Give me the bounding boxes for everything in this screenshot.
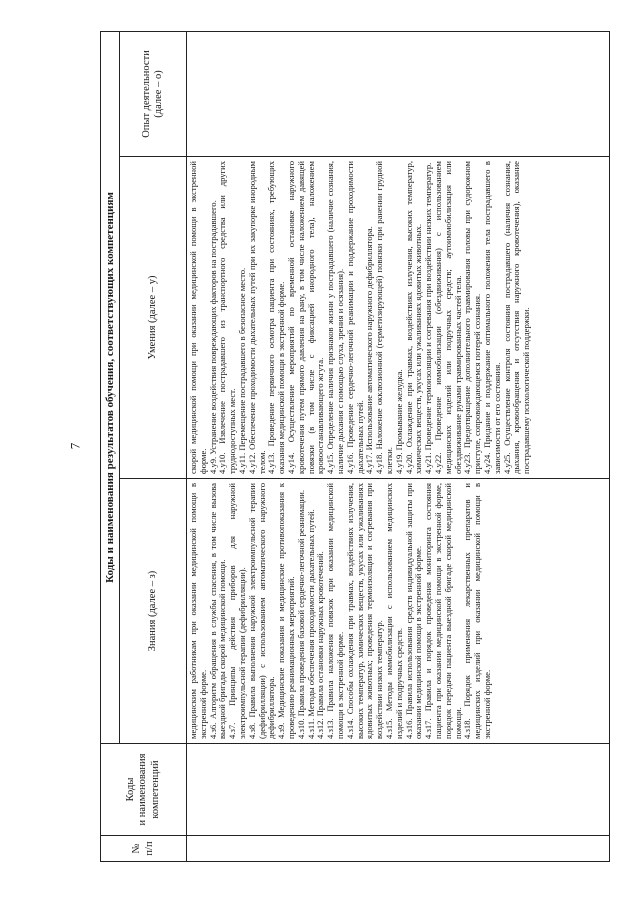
skill-item: 4.у11. Перемещение пострадавшего в безопасное место. bbox=[236, 267, 247, 474]
skill-item: 4.у25. Осуществление контроля состояния пострадавшего (наличия сознания, дыхания, кровообращения и отсутствия наружного кровотечения), оказание пострадавшему психологической поддержки. bbox=[501, 161, 532, 474]
skill-item: 4.у16. Проведение сердечно-легочной реанимации и поддержание проходимости дыхательных путей. bbox=[344, 161, 365, 474]
header-experience: Опыт деятельности (далее – о) bbox=[120, 31, 187, 156]
knowledge-item: 4.з11. Методы обеспечения проходимости дыхательных путей. bbox=[305, 509, 316, 739]
knowledge-item: медицинским работникам при оказании медицинской помощи в экстренной форме. bbox=[188, 483, 208, 739]
header-number: № п/п bbox=[101, 836, 187, 862]
header-skills: Умения (далее – у) bbox=[120, 157, 187, 479]
knowledge-item: 4.з18. Порядок применения лекарственных препаратов и медицинских изделий при оказании медицинской помощи в экстренной форме. bbox=[462, 483, 492, 739]
knowledge-item: 4.з10. Правила проведения базовой сердечно-легочной реанимации. bbox=[295, 489, 306, 739]
skill-item: 4.у9. Устранение воздействия повреждающих факторов на пострадавшего. bbox=[207, 200, 218, 474]
knowledge-item: 4.з7. Принципы действия приборов для наружной электроимпульсной терапии (дефибрилляции). bbox=[227, 483, 247, 739]
skill-item: 4.у20. Охлаждение при травмах, воздействиях излучения, высоких температур, химических веществ, укусах или ужаливаниях ядовитых животных. bbox=[403, 161, 424, 474]
knowledge-item: 4.з16. Правила использования средств индивидуальной защиты при оказании медицинской помощи в экстренной форме. bbox=[403, 483, 424, 739]
knowledge-item: 4.з9. Медицинские показания и медицинские противопоказания к проведению реанимационных мероприятий. bbox=[276, 483, 296, 739]
skill-item: 4.у24. Придание и поддержание оптимального положения тела пострадавшего в зависимости от его состояния. bbox=[481, 161, 502, 474]
knowledge-item: 4.з17. Правила и порядок проведения мониторинга состояния пациента при оказании медицинской помощи в экстренной форме, порядок передачи пациента выездной бригаде скорой медицинской помощи. bbox=[423, 483, 463, 739]
header-group: Коды и наименования результатов обучения, соответствующих компетенциям bbox=[101, 31, 120, 743]
header-knowledge: Знания (далее – з) bbox=[120, 479, 187, 744]
skill-item: 4.у22. Проведение иммобилизации (обездвиживания) с использованием медицинских изделий или подручных средств; аутоиммобилизация или обездвиживание руками травмированных частей тела. bbox=[432, 161, 463, 474]
cell-skills bbox=[187, 157, 610, 479]
skill-item: 4.у12. Обеспечение проходимости дыхательных путей при их закупорке инородным телом. bbox=[246, 161, 267, 474]
competencies-table bbox=[100, 31, 610, 862]
cell-codes bbox=[187, 744, 610, 836]
skill-item: 4.у23. Предотвращение дополнительного травмирования головы при судорожном приступе, сопровождающемся потерей сознания. bbox=[462, 161, 483, 474]
page-number: 7 bbox=[67, 442, 83, 450]
rotated-table-container bbox=[100, 32, 610, 862]
knowledge-item: 4.з12. Правила остановки наружных кровотечений. bbox=[315, 551, 326, 739]
skill-item: скорой медицинской помощи при оказании медицинской помощи в экстренной форме. bbox=[188, 161, 208, 474]
skill-item: 4.у15. Определение наличия признаков жизни у пострадавшего (наличие сознания, наличие дыхания с помощью слуха, зрения и осязания). bbox=[325, 161, 345, 474]
header-codes: Коды и наименования компетенций bbox=[101, 744, 187, 836]
skill-item: 4.у21. Проведение термоизоляции и согревания при воздействии низких температур. bbox=[423, 162, 434, 474]
skill-item: 4.у10. Извлечение пострадавшего из транспортного средства или других труднодоступных мест. bbox=[217, 161, 238, 474]
skill-item: 4.у17. Использование автоматического наружного дефибриллятора. bbox=[364, 226, 375, 474]
cell-knowledge bbox=[187, 479, 610, 744]
knowledge-item: 4.з6. Алгоритм обращения в службы спасения, в том числе вызова выездной бригады скорой медицинской помощи. bbox=[207, 483, 228, 739]
knowledge-item: 4.з13. Правила наложения повязок при оказании медицинской помощи в экстренной форме. bbox=[325, 483, 345, 739]
skill-item: 4.у19. Промывание желудка. bbox=[393, 369, 404, 474]
skill-item: 4.у14. Осуществление мероприятий по временной остановке наружного кровотечения путем прямого давления на рану, в том числе наложением давящей повязки (в том числе с фиксацией инородного тела), наложением кровоостанавливающего жгута. bbox=[285, 161, 326, 474]
knowledge-item: 4.з8. Правила выполнения наружной электроимпульсной терапии (дефибрилляции) с использованием автоматического наружного дефибриллятора. bbox=[246, 483, 277, 739]
cell-number bbox=[187, 836, 610, 862]
knowledge-item: 4.з15. Методы иммобилизации с использованием медицинских изделий и подручных средств. bbox=[383, 483, 404, 739]
skill-item: 4.у13. Проведение первичного осмотра пациента при состояниях, требующих оказания медицинской помощи в экстренной форме. bbox=[266, 161, 287, 474]
knowledge-item: 4.з14. Способы охлаждения при травмах, воздействиях излучения, высоких температур, химических веществ, укусах или ужаливаниях ядовитых животных; проведения термоизоляции и согревания при воздействии низких температур. bbox=[344, 483, 385, 739]
skill-item: 4.у18. Наложение окклюзионной (герметизирующей) повязки при ранении грудной клетки. bbox=[374, 161, 394, 474]
cell-experience bbox=[187, 31, 610, 156]
